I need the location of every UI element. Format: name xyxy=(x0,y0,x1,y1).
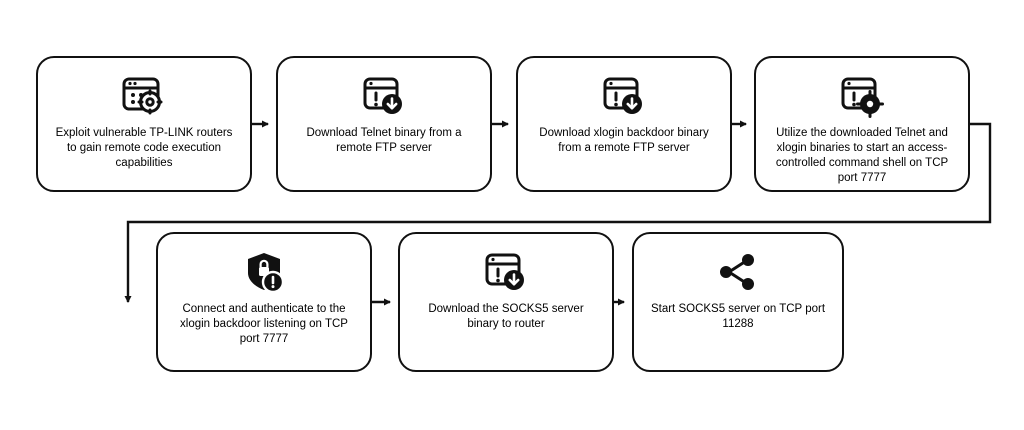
flow-node-step-2[interactable] xyxy=(276,56,492,192)
browser-window-download-icon xyxy=(479,248,533,296)
flow-node-step-6[interactable] xyxy=(398,232,614,372)
flow-node-step-4[interactable] xyxy=(754,56,970,192)
shield-alert-lock-icon xyxy=(237,248,291,296)
flow-node-step-1[interactable] xyxy=(36,56,252,192)
flow-node-label: Exploit vulnerable TP-LINK routers to gain remote code execution capabilities xyxy=(55,127,233,169)
flow-node-step-3[interactable] xyxy=(516,56,732,192)
flow-node-label: Connect and authenticate to the xlogin backdoor listening on TCP port 7777 xyxy=(180,303,348,345)
network-share-nodes-icon xyxy=(711,248,765,296)
browser-window-download-icon xyxy=(357,72,411,120)
flow-node-step-7[interactable] xyxy=(632,232,844,372)
flow-node-label: Utilize the downloaded Telnet and xlogin binaries to start an access-controlled command shell on TCP port 7777 xyxy=(775,127,949,184)
flow-node-label: Start SOCKS5 server on TCP port 11288 xyxy=(650,303,826,330)
browser-window-dots-gear-icon xyxy=(117,72,171,120)
browser-window-gear-icon xyxy=(835,72,889,120)
flow-node-label: Download xlogin backdoor binary from a remote FTP server xyxy=(539,127,709,154)
flow-node-label: Download Telnet binary from a remote FTP server xyxy=(306,127,462,154)
browser-window-download-icon xyxy=(597,72,651,120)
flow-node-step-5[interactable] xyxy=(156,232,372,372)
flow-node-label: Download the SOCKS5 server binary to router xyxy=(428,303,584,330)
